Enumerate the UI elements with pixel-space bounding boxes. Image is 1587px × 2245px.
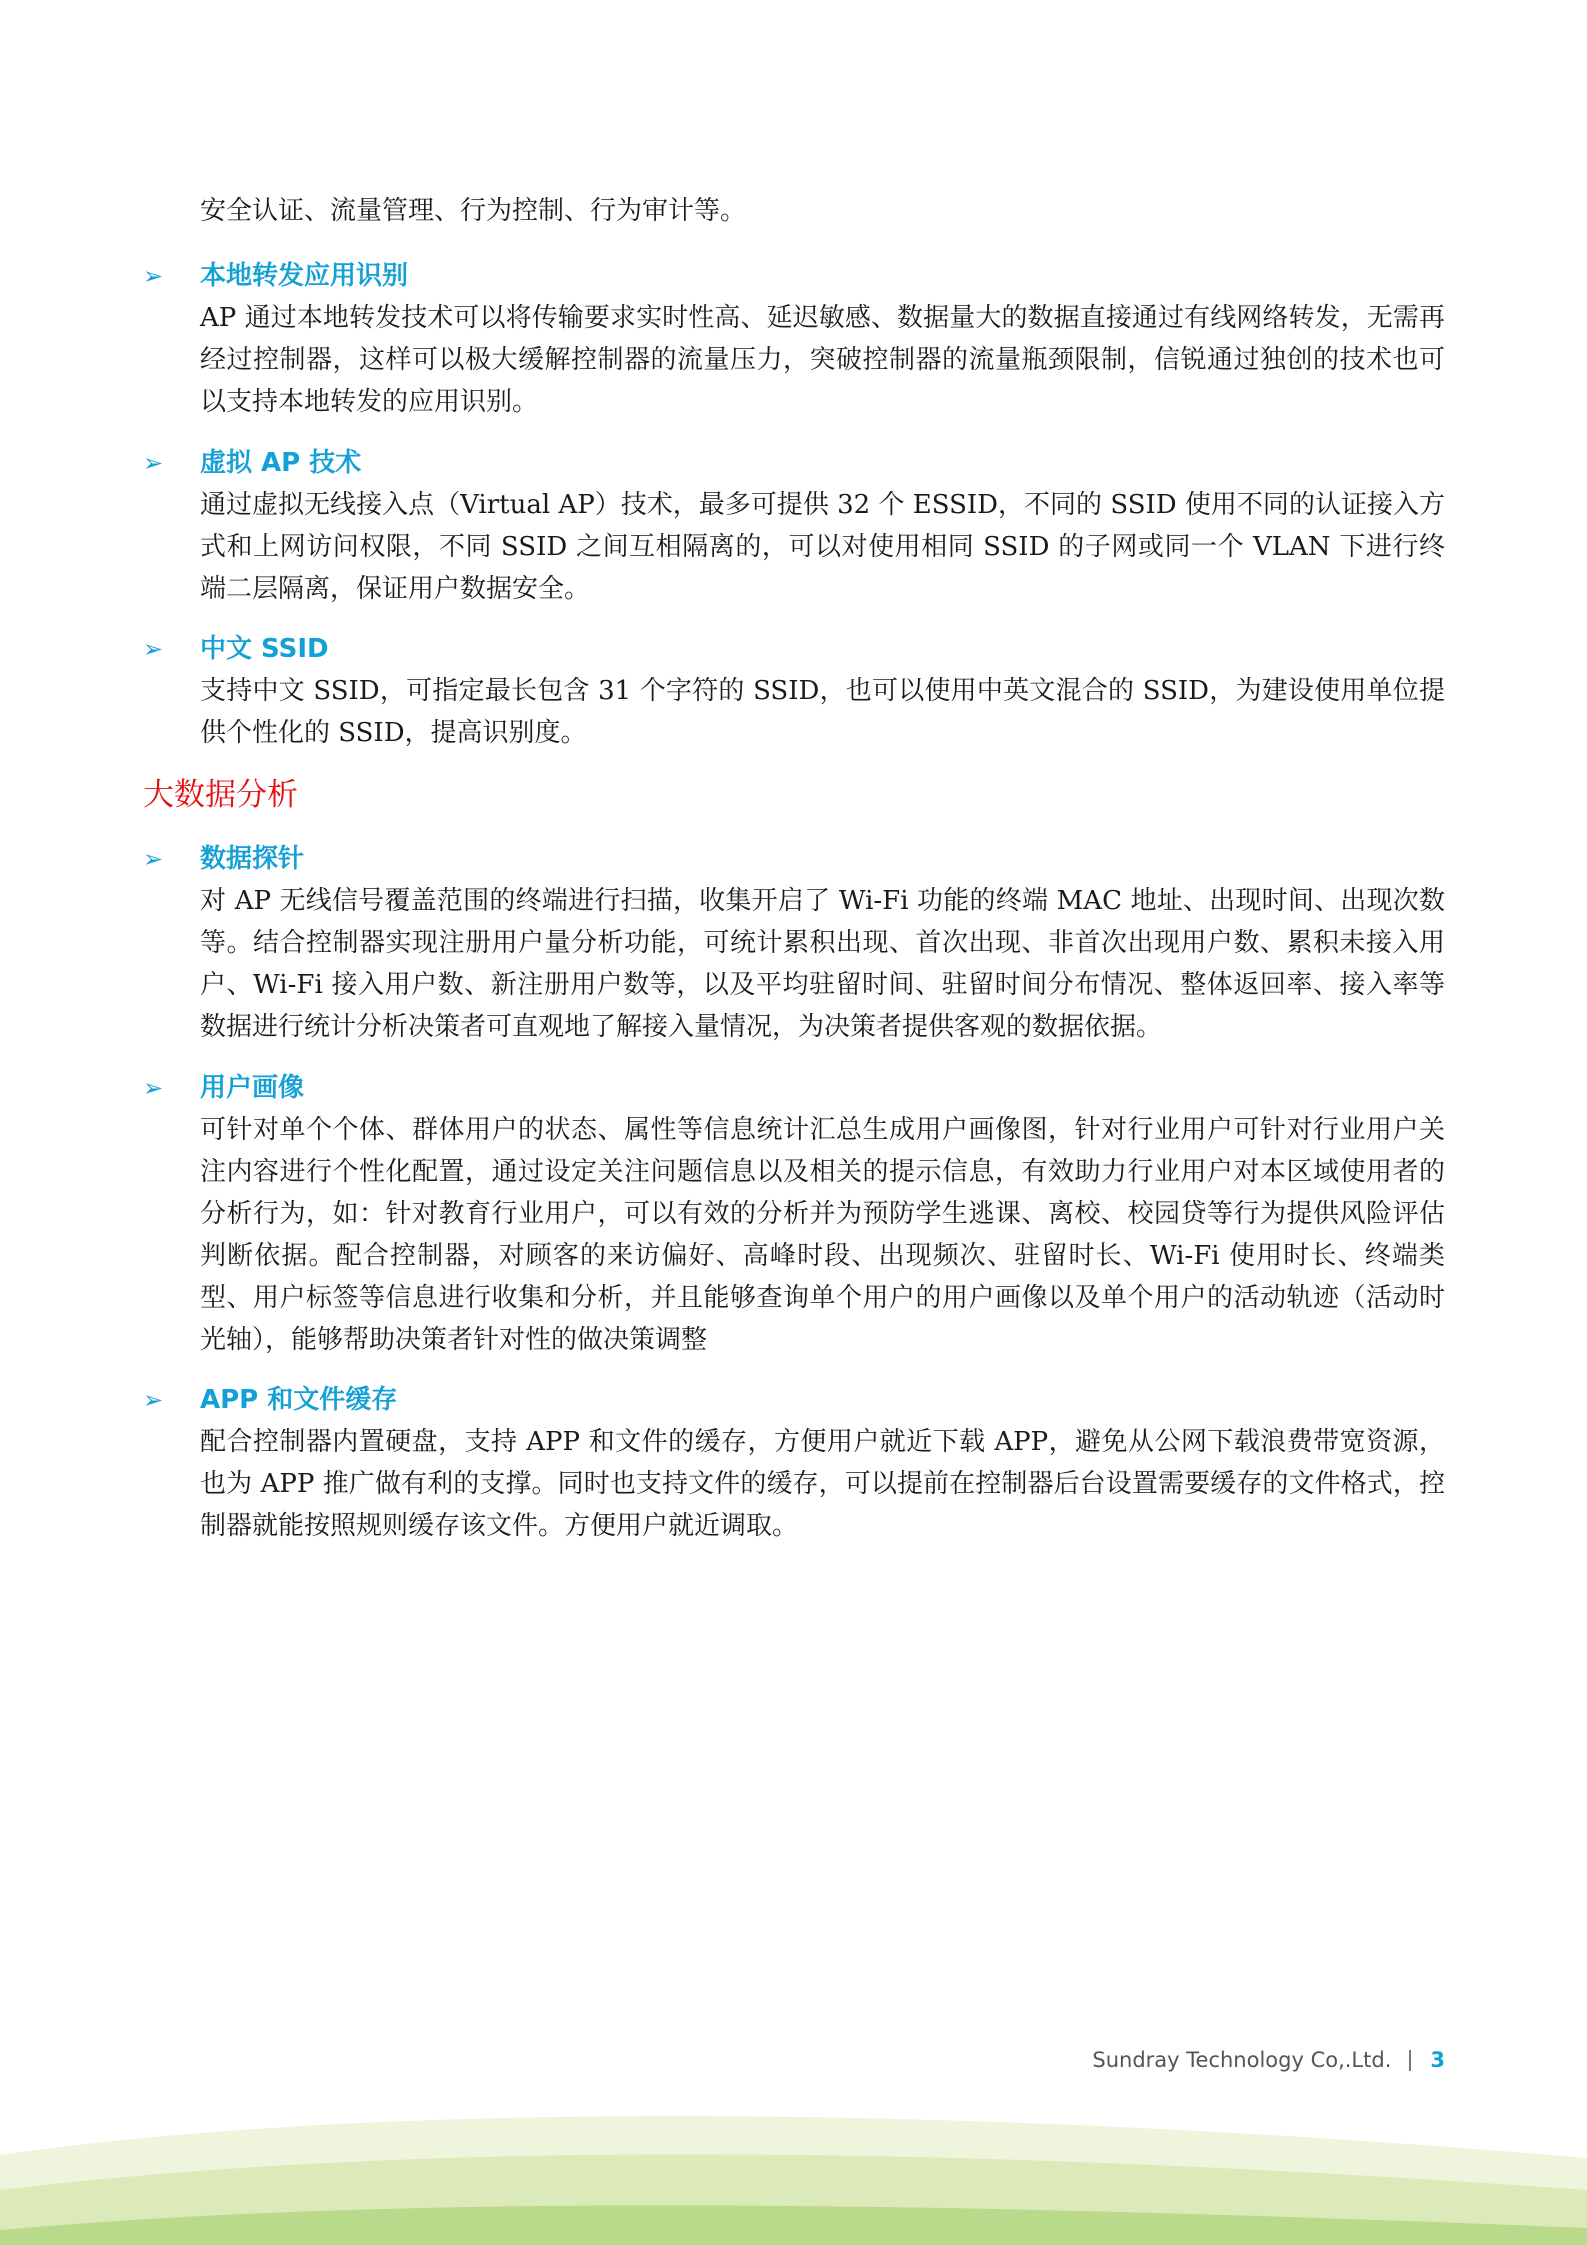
user-profile-paragraph: 可针对单个个体、群体用户的状态、属性等信息统计汇总生成用户画像图，针对行业用户可针对行业用户关注内容进行个性化配置，通过设定关注问题信息以及相关的提示信息，有效助力行业用户对本区域使用者的分析行为，如：针对教育行业用户，可以有效的分析并为预防学生逃课、离校、校园贷等行为提供风险评估判断依据。配合控制器，对顾客的来访偏好、高峰时段、出现频次、驻留时长、Wi-Fi 使用时长、终端类型、用户标签等信息进行收集和分析，并且能够查询单个用户的用户画像以及单个用户的活动轨迹（活动时光轴），能够帮助决策者针对性的做决策调整 — [200, 1115, 1445, 1355]
page-number: 3 — [1430, 2048, 1445, 2072]
app-cache-paragraph: 配合控制器内置硬盘，支持 APP 和文件的缓存，方便用户就近下载 APP，避免从公网下载浪费带宽资源，也为 APP 推广做有利的支撑。同时也支持文件的缓存，可以提前在控制器后台设置需要缓存的文件格式，控制器就能按照规则缓存该文件。方便用户就近调取。 — [200, 1427, 1445, 1541]
arrow-bullet-icon: ➢ — [143, 845, 164, 873]
subsection-title: 中文 SSID — [200, 634, 329, 664]
subsection-heading-chinese-ssid — [143, 628, 329, 670]
page-footer — [1092, 2048, 1445, 2072]
local-forwarding-paragraph: AP 通过本地转发技术可以将传输要求实时性高、延迟敏感、数据量大的数据直接通过有线网络转发，无需再经过控制器，这样可以极大缓解控制器的流量压力，突破控制器的流量瓶颈限制，信锐通过独创的技术也可以支持本地转发的应用识别。 — [200, 303, 1445, 417]
company-name: Sundray Technology Co,.Ltd. — [1092, 2048, 1392, 2072]
subsection-heading-local-forwarding — [143, 255, 408, 297]
footer-divider — [1409, 2050, 1411, 2071]
section-heading-big-data: 大数据分析 — [143, 777, 298, 813]
arrow-bullet-icon: ➢ — [143, 262, 164, 290]
subsection-heading-data-probe — [143, 838, 304, 880]
intro-paragraph: 安全认证、流量管理、行为控制、行为审计等。 — [200, 196, 747, 226]
footer-wave-decoration — [0, 2100, 1587, 2245]
virtual-ap-paragraph: 通过虚拟无线接入点（Virtual AP）技术，最多可提供 32 个 ESSID，不同的 SSID 使用不同的认证接入方式和上网访问权限，不同 SSID 之间互相隔离的，可以对使用相同 SSID 的子网或同一个 VLAN 下进行终端二层隔离，保证用户数据安全。 — [200, 490, 1445, 604]
chinese-ssid-paragraph: 支持中文 SSID，可指定最长包含 31 个字符的 SSID，也可以使用中英文混合的 SSID，为建设使用单位提供个性化的 SSID，提高识别度。 — [200, 676, 1445, 748]
data-probe-paragraph: 对 AP 无线信号覆盖范围的终端进行扫描，收集开启了 Wi-Fi 功能的终端 MAC 地址、出现时间、出现次数等。结合控制器实现注册用户量分析功能，可统计累积出现、首次出现、非首次出现用户数、累积未接入用户、Wi-Fi 接入用户数、新注册用户数等，以及平均驻留时间、驻留时间分布情况、整体返回率、接入率等数据进行统计分析决策者可直观地了解接入量情况，为决策者提供客观的数据依据。 — [200, 886, 1445, 1042]
subsection-title: 虚拟 AP 技术 — [200, 448, 362, 478]
arrow-bullet-icon: ➢ — [143, 635, 164, 663]
subsection-heading-virtual-ap — [143, 442, 361, 484]
subsection-title: 用户画像 — [200, 1073, 305, 1103]
subsection-heading-app-cache — [143, 1379, 397, 1421]
subsection-title: APP 和文件缓存 — [200, 1385, 398, 1415]
arrow-bullet-icon: ➢ — [143, 1074, 164, 1102]
subsection-heading-user-profile — [143, 1067, 304, 1109]
subsection-title: 数据探针 — [200, 844, 305, 874]
arrow-bullet-icon: ➢ — [143, 449, 164, 477]
subsection-title: 本地转发应用识别 — [200, 261, 409, 291]
arrow-bullet-icon: ➢ — [143, 1386, 164, 1414]
